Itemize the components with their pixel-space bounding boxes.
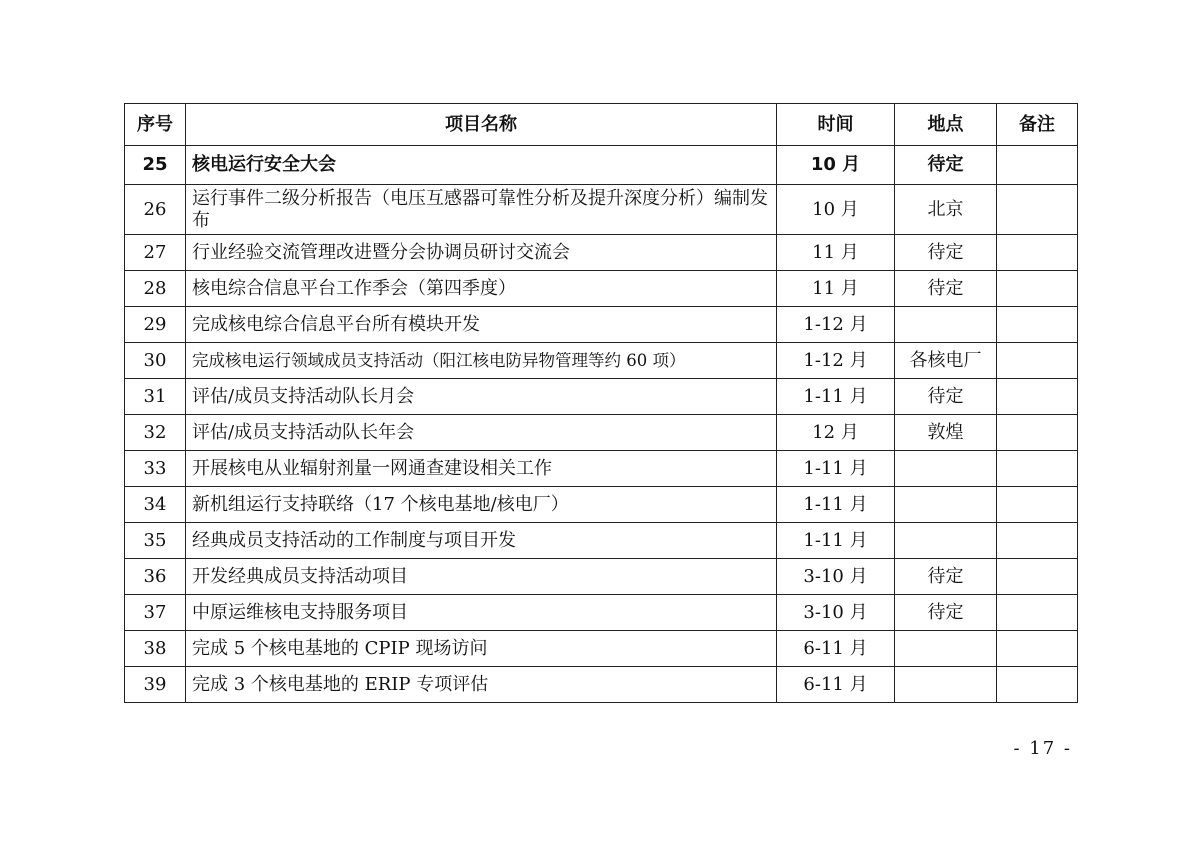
- project-note: [997, 667, 1078, 703]
- project-note: [997, 307, 1078, 343]
- project-name: 核电运行安全大会: [186, 146, 777, 185]
- project-place: [895, 451, 997, 487]
- project-note: [997, 185, 1078, 235]
- project-name: 核电综合信息平台工作季会（第四季度）: [186, 271, 777, 307]
- project-note: [997, 559, 1078, 595]
- project-place: 待定: [895, 235, 997, 271]
- row-number: 38: [125, 631, 186, 667]
- table-row: [125, 415, 1078, 451]
- table-row: [125, 146, 1078, 185]
- project-time: 3-10 月: [777, 559, 895, 595]
- row-number: 25: [125, 146, 186, 185]
- row-number: 26: [125, 185, 186, 235]
- project-name: 开发经典成员支持活动项目: [186, 559, 777, 595]
- table-row: [125, 523, 1078, 559]
- project-note: [997, 451, 1078, 487]
- table-row: [125, 185, 1078, 235]
- project-place: [895, 307, 997, 343]
- row-number: 28: [125, 271, 186, 307]
- project-place: 北京: [895, 185, 997, 235]
- header-note: 备注: [997, 104, 1078, 146]
- project-place: [895, 631, 997, 667]
- header-place: 地点: [895, 104, 997, 146]
- project-time: 6-11 月: [777, 631, 895, 667]
- table-row: [125, 595, 1078, 631]
- table-row: [125, 667, 1078, 703]
- project-time: 1-11 月: [777, 379, 895, 415]
- row-number: 29: [125, 307, 186, 343]
- table-row: [125, 451, 1078, 487]
- row-number: 31: [125, 379, 186, 415]
- project-time: 11 月: [777, 271, 895, 307]
- project-name: 评估/成员支持活动队长年会: [186, 415, 777, 451]
- project-note: [997, 146, 1078, 185]
- table-header-row: [125, 104, 1078, 146]
- project-time: 10 月: [777, 146, 895, 185]
- project-place: 待定: [895, 271, 997, 307]
- project-time: 3-10 月: [777, 595, 895, 631]
- project-note: [997, 379, 1078, 415]
- project-name: 开展核电从业辐射剂量一网通查建设相关工作: [186, 451, 777, 487]
- project-time: 1-12 月: [777, 307, 895, 343]
- project-name: 经典成员支持活动的工作制度与项目开发: [186, 523, 777, 559]
- table-row: [125, 307, 1078, 343]
- table-body: [125, 146, 1078, 703]
- project-name: 行业经验交流管理改进暨分会协调员研讨交流会: [186, 235, 777, 271]
- project-name: 完成核电运行领域成员支持活动（阳江核电防异物管理等约 60 项）: [186, 343, 777, 379]
- page-number: - 17 -: [1013, 738, 1072, 759]
- header-name: 项目名称: [186, 104, 777, 146]
- project-note: [997, 523, 1078, 559]
- row-number: 36: [125, 559, 186, 595]
- table-row: [125, 235, 1078, 271]
- project-place: 敦煌: [895, 415, 997, 451]
- table-row: [125, 343, 1078, 379]
- project-note: [997, 631, 1078, 667]
- header-num: 序号: [125, 104, 186, 146]
- project-place: 待定: [895, 379, 997, 415]
- table-row: [125, 379, 1078, 415]
- project-name: 完成核电综合信息平台所有模块开发: [186, 307, 777, 343]
- project-name: 中原运维核电支持服务项目: [186, 595, 777, 631]
- project-note: [997, 487, 1078, 523]
- project-time: 10 月: [777, 185, 895, 235]
- project-place: [895, 487, 997, 523]
- project-name: 评估/成员支持活动队长月会: [186, 379, 777, 415]
- project-name: 完成 3 个核电基地的 ERIP 专项评估: [186, 667, 777, 703]
- project-place: 待定: [895, 146, 997, 185]
- project-time: 11 月: [777, 235, 895, 271]
- project-place: [895, 523, 997, 559]
- project-schedule-table: [124, 103, 1078, 703]
- project-note: [997, 415, 1078, 451]
- table-row: [125, 487, 1078, 523]
- table-row: [125, 631, 1078, 667]
- project-name: 新机组运行支持联络（17 个核电基地/核电厂）: [186, 487, 777, 523]
- table-row: [125, 271, 1078, 307]
- table-row: [125, 559, 1078, 595]
- project-place: 各核电厂: [895, 343, 997, 379]
- row-number: 33: [125, 451, 186, 487]
- row-number: 32: [125, 415, 186, 451]
- project-time: 1-11 月: [777, 451, 895, 487]
- row-number: 34: [125, 487, 186, 523]
- row-number: 39: [125, 667, 186, 703]
- project-time: 1-12 月: [777, 343, 895, 379]
- project-note: [997, 343, 1078, 379]
- header-time: 时间: [777, 104, 895, 146]
- project-time: 6-11 月: [777, 667, 895, 703]
- row-number: 30: [125, 343, 186, 379]
- project-time: 1-11 月: [777, 523, 895, 559]
- project-note: [997, 235, 1078, 271]
- row-number: 27: [125, 235, 186, 271]
- project-name: 运行事件二级分析报告（电压互感器可靠性分析及提升深度分析）编制发布: [186, 185, 777, 235]
- row-number: 37: [125, 595, 186, 631]
- project-place: 待定: [895, 559, 997, 595]
- project-time: 1-11 月: [777, 487, 895, 523]
- project-place: [895, 667, 997, 703]
- row-number: 35: [125, 523, 186, 559]
- project-place: 待定: [895, 595, 997, 631]
- project-note: [997, 271, 1078, 307]
- project-note: [997, 595, 1078, 631]
- project-name: 完成 5 个核电基地的 CPIP 现场访问: [186, 631, 777, 667]
- project-time: 12 月: [777, 415, 895, 451]
